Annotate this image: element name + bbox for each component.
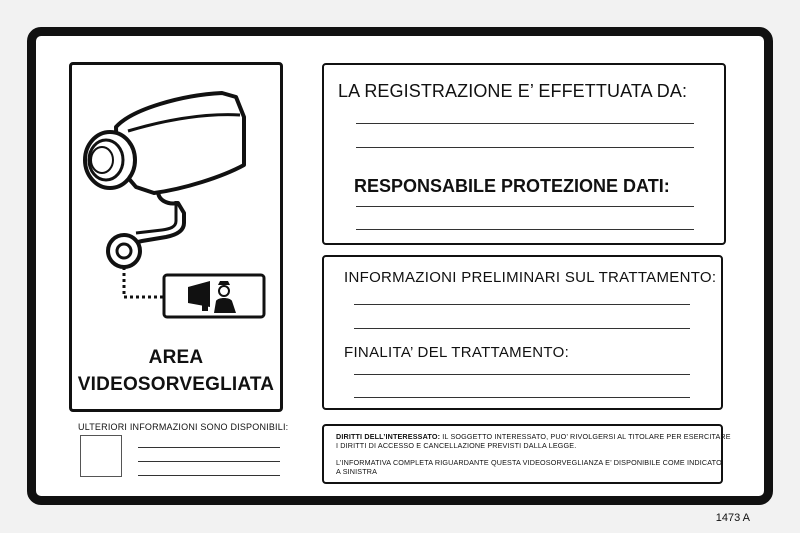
treatment-box (322, 255, 723, 410)
info-line (138, 475, 280, 476)
rights-label: DIRITTI DELL’INTERESSATO: (336, 432, 441, 441)
rights-box (322, 424, 731, 484)
area-label: AREA (148, 347, 204, 368)
data-protection-heading: RESPONSABILE PROTEZIONE DATI: (354, 176, 670, 196)
notice-text-2: A SINISTRA (336, 466, 378, 476)
recording-box (322, 63, 726, 245)
write-line (354, 328, 690, 329)
write-line (356, 147, 694, 148)
write-line (356, 229, 694, 230)
notice-text-1: L’INFORMATIVA COMPLETA RIGUARDANTE QUESTA VIDEOSORVEGLIANZA E’ DISPONIBILE COME INDICATO (336, 458, 722, 467)
recording-heading: LA REGISTRAZIONE E’ EFFETTUATA DA: (338, 81, 688, 101)
info-title: ULTERIORI INFORMAZIONI SONO DISPONIBILI: (78, 422, 289, 432)
purpose-heading: FINALITA’ DEL TRATTAMENTO: (344, 344, 570, 361)
write-line (354, 304, 690, 305)
camera-panel (69, 62, 283, 412)
write-line (356, 206, 694, 207)
videosorvegliata-label: VIDEOSORVEGLIATA (77, 374, 275, 395)
product-code: 1473 A (715, 512, 750, 524)
rights-text-2: I DIRITTI DI ACCESSO E CANCELLAZIONE PREVISTI DALLA LEGGE. (336, 440, 577, 450)
info-line (138, 461, 280, 462)
rights-text: IL SOGGETTO INTERESSATO, PUO’ RIVOLGERSI AL TITOLARE PER ESERCITARE (440, 432, 731, 441)
write-line (354, 374, 690, 375)
write-line (354, 397, 690, 398)
info-line (138, 447, 280, 448)
write-line (356, 123, 694, 124)
preliminary-info-heading: INFORMAZIONI PRELIMINARI SUL TRATTAMENTO: (344, 269, 717, 286)
info-square (80, 435, 122, 477)
